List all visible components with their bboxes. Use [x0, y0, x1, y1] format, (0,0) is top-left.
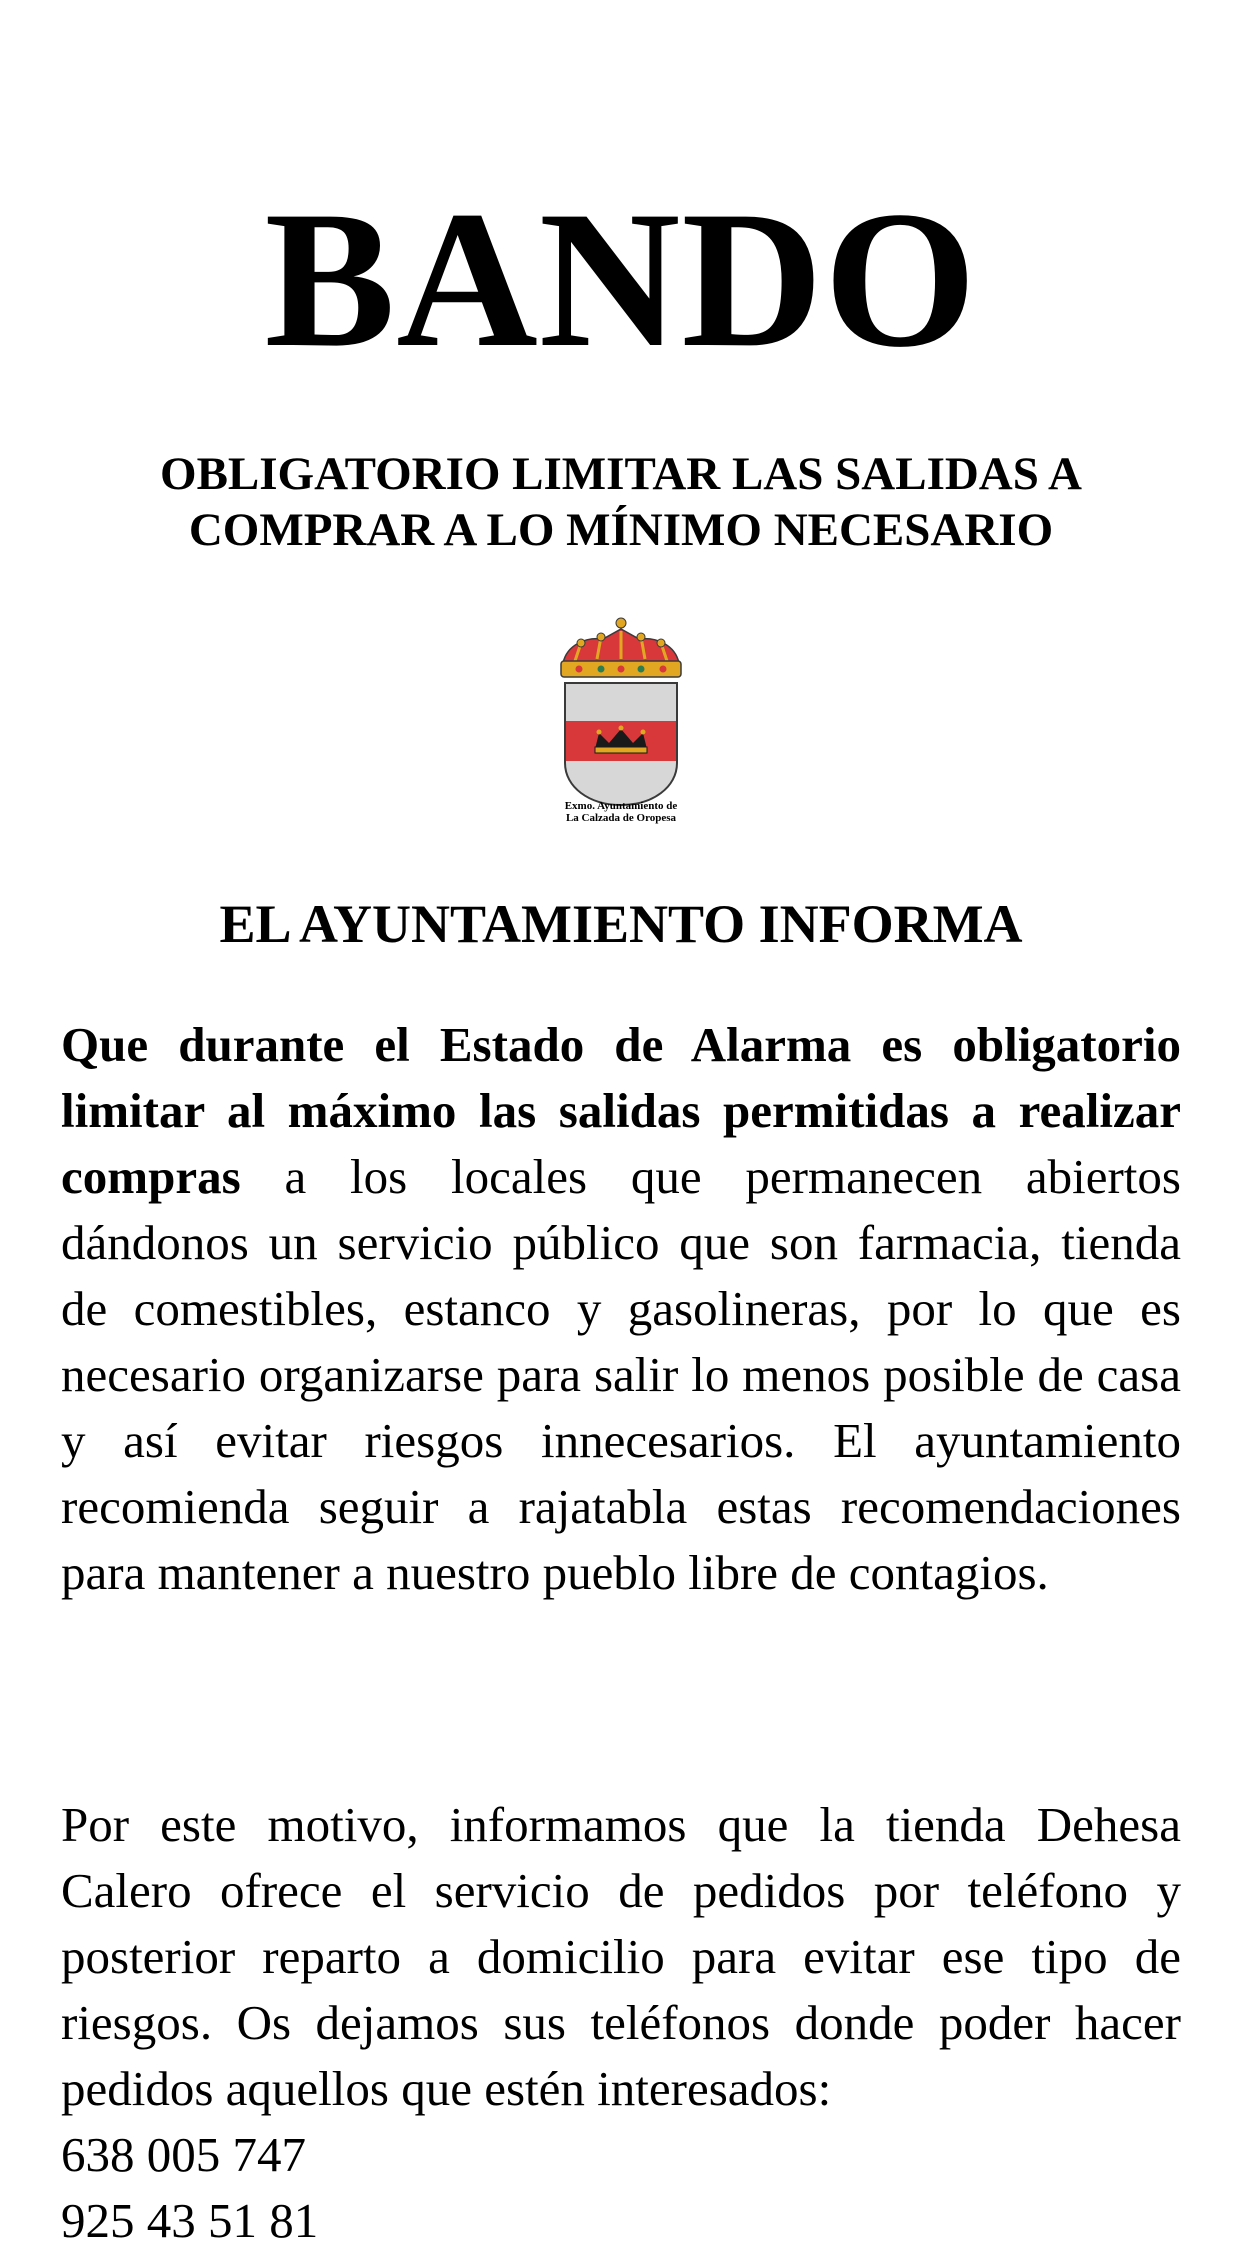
crest-caption-line-1: Exmo. Ayuntamiento de — [564, 800, 678, 812]
coat-of-arms-icon — [545, 615, 697, 825]
crest-caption — [530, 800, 712, 824]
section-heading: EL AYUNTAMIENTO INFORMA — [219, 894, 1023, 954]
crest-caption-line-2: La Calzada de Oropesa — [565, 812, 677, 824]
paragraph-2-text: Por este motivo, informamos que la tienda Dehesa Calero ofrece el servicio de pedidos por teléfono y posterior reparto a domicilio para evitar ese tipo de riesgos. Os dejamos sus teléfonos donde poder hacer pedidos aquellos que estén interesados: — [61, 1797, 1181, 2116]
crown-icon — [561, 618, 681, 677]
subtitle-line-1: OBLIGATORIO LIMITAR LAS SALIDAS A — [160, 448, 1082, 500]
shield-icon — [565, 683, 677, 805]
document-title: BANDO — [264, 171, 978, 388]
document-subtitle — [100, 446, 1142, 558]
paragraph-2 — [61, 1792, 1181, 2254]
phone-number-1: 638 005 747 — [61, 2127, 306, 2182]
paragraph-1 — [61, 1012, 1181, 1606]
phone-number-2: 925 43 51 81 — [61, 2193, 319, 2248]
paragraph-1-bold: Que durante el Estado de Alarma es obligatorio limitar al máximo las salidas permitidas a realizar compras — [61, 1017, 1181, 1204]
paragraph-1-rest: a los locales que permanecen abiertos dándonos un servicio público que son farmacia, tienda de comestibles, estanco y gasolineras, por lo que es necesario organizarse para salir lo menos posible de casa y así evitar riesgos innecesarios. El ayuntamiento recomienda seguir a rajatabla estas recomendaciones para mantener a nuestro pueblo libre de contagios. — [61, 1149, 1181, 1600]
subtitle-line-2: COMPRAR A LO MÍNIMO NECESARIO — [188, 504, 1054, 556]
